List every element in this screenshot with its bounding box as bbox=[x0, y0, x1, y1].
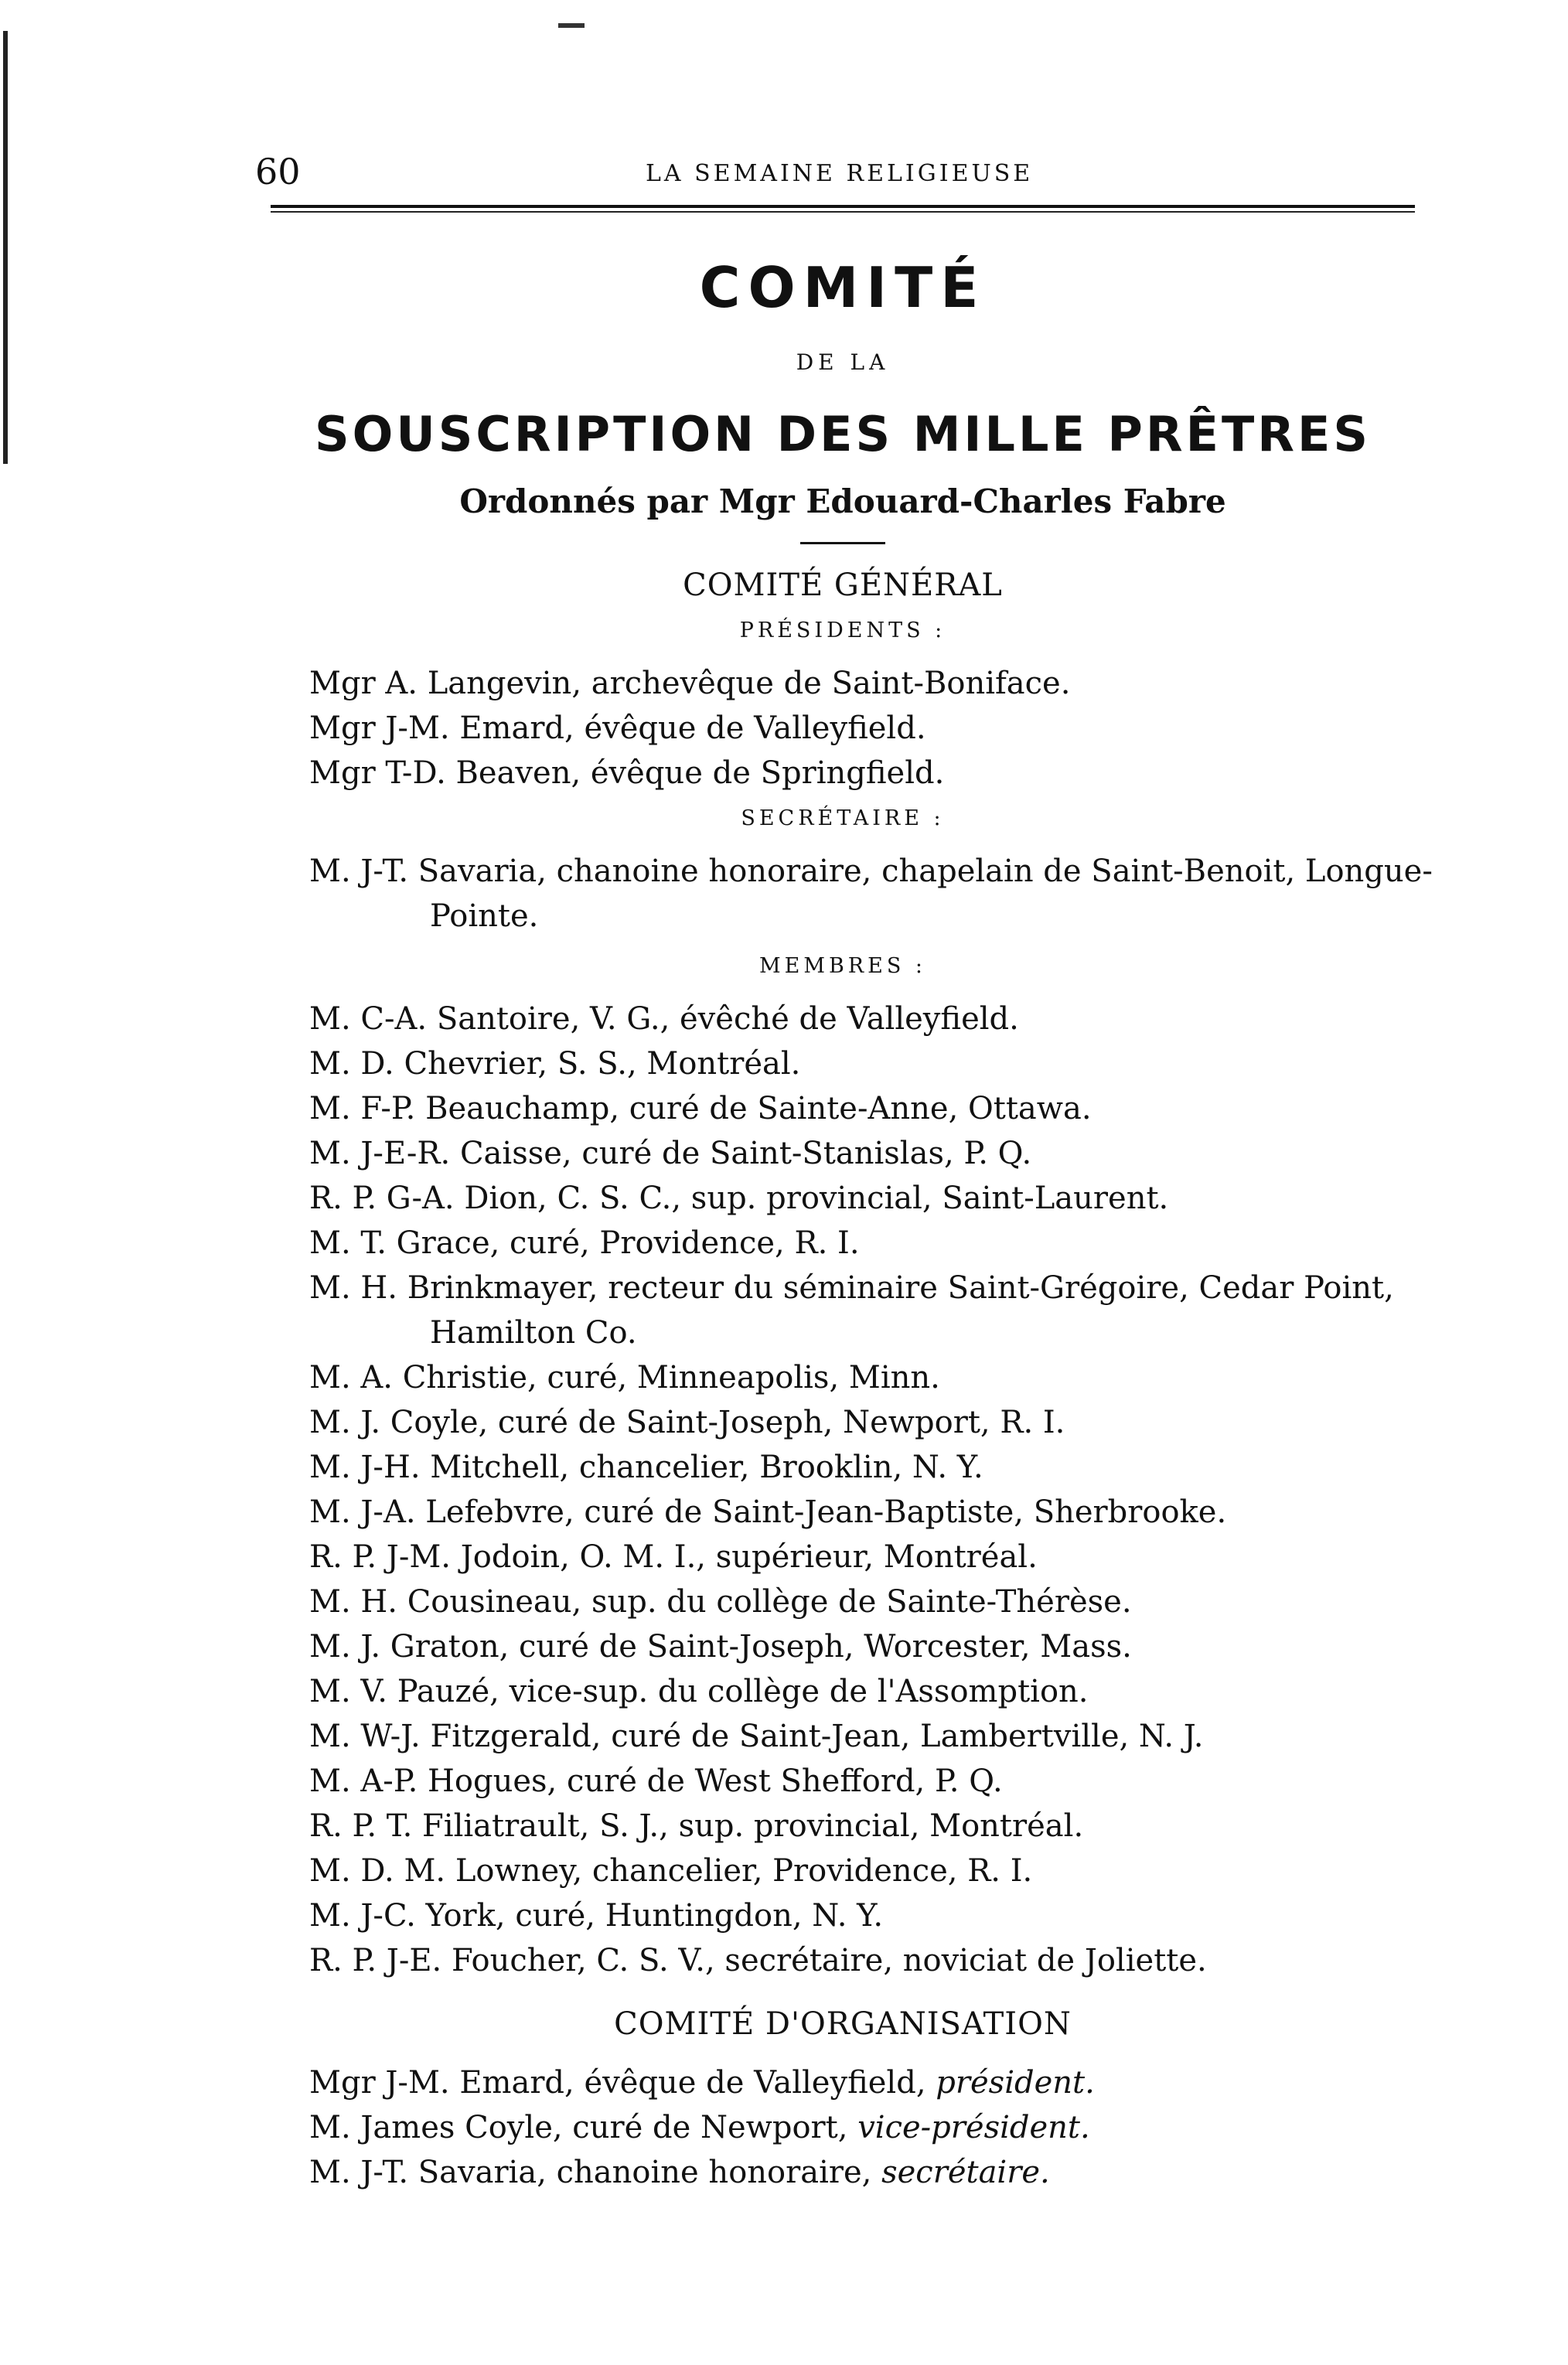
general-committee-heading: COMITÉ GÉNÉRAL bbox=[683, 567, 1003, 603]
page-edge-line bbox=[3, 31, 8, 464]
list-item: M. J. Graton, curé de Saint-Joseph, Worcester, Mass. bbox=[309, 1629, 1132, 1665]
list-item: M. H. Cousineau, sup. du collège de Sainte-Thérèse. bbox=[309, 1584, 1132, 1620]
header-rule bbox=[271, 205, 1415, 208]
page-edge-mark bbox=[558, 23, 585, 28]
member-text: Mgr J-M. Emard, évêque de Valleyfield, bbox=[309, 2065, 926, 2101]
title-connector: DE LA bbox=[796, 349, 890, 375]
header-rule-lower bbox=[271, 211, 1415, 213]
list-item: M. J-T. Savaria, chanoine honoraire, chapelain de Saint-Benoit, Longue-Pointe. bbox=[309, 854, 1433, 934]
member-role: vice-président. bbox=[857, 2110, 1090, 2145]
list-item: Mgr A. Langevin, archevêque de Saint-Boniface. bbox=[309, 666, 1071, 701]
list-item: M. A-P. Hogues, curé de West Shefford, P. Q. bbox=[309, 1764, 1003, 1799]
list-item: M. H. Brinkmayer, recteur du séminaire Saint-Grégoire, Cedar Point, Hamilton Co. bbox=[309, 1270, 1394, 1351]
member-text: M. J-T. Savaria, chanoine honoraire, bbox=[309, 2155, 872, 2190]
presidents-list bbox=[309, 661, 1430, 796]
running-title: LA SEMAINE RELIGIEUSE bbox=[646, 160, 1034, 187]
list-item: M. D. M. Lowney, chancelier, Providence, R. I. bbox=[309, 1853, 1033, 1889]
list-item: M. T. Grace, curé, Providence, R. I. bbox=[309, 1225, 860, 1261]
page-header bbox=[255, 151, 1430, 205]
section-divider bbox=[800, 542, 885, 544]
presidents-label: PRÉSIDENTS : bbox=[739, 619, 946, 642]
list-item: R. P. G-A. Dion, C. S. C., sup. provincial, Saint-Laurent. bbox=[309, 1181, 1169, 1216]
list-item bbox=[309, 2060, 1430, 2105]
list-item: M. C-A. Santoire, V. G., évêché de Valleyfield. bbox=[309, 1001, 1019, 1037]
list-item bbox=[309, 2150, 1430, 2195]
list-item: M. J-E-R. Caisse, curé de Saint-Stanislas, P. Q. bbox=[309, 1136, 1032, 1171]
list-item: M. J-A. Lefebvre, curé de Saint-Jean-Baptiste, Sherbrooke. bbox=[309, 1494, 1227, 1530]
list-item: M. V. Pauzé, vice-sup. du collège de l'Assomption. bbox=[309, 1674, 1089, 1709]
organising-committee-heading: COMITÉ D'ORGANISATION bbox=[614, 2006, 1072, 2042]
list-item: R. P. J-E. Foucher, C. S. V., secrétaire, noviciat de Joliette. bbox=[309, 1943, 1207, 1978]
members-label: MEMBRES : bbox=[758, 954, 927, 978]
list-item: M. J. Coyle, curé de Saint-Joseph, Newport, R. I. bbox=[309, 1405, 1065, 1440]
list-item: M. D. Chevrier, S. S., Montréal. bbox=[309, 1046, 801, 1082]
secretary-list bbox=[309, 849, 1433, 939]
list-item bbox=[309, 2105, 1430, 2150]
list-item: Mgr J-M. Emard, évêque de Valleyfield. bbox=[309, 711, 926, 746]
member-role: président. bbox=[936, 2065, 1095, 2101]
list-item: M. A. Christie, curé, Minneapolis, Minn. bbox=[309, 1360, 940, 1395]
list-item: R. P. J-M. Jodoin, O. M. I., supérieur, Montréal. bbox=[309, 1539, 1038, 1575]
ordained-by-line: Ordonnés par Mgr Edouard-Charles Fabre bbox=[459, 482, 1226, 520]
list-item: R. P. T. Filiatrault, S. J., sup. provincial, Montréal. bbox=[309, 1808, 1084, 1844]
list-item: M. J-C. York, curé, Huntingdon, N. Y. bbox=[309, 1898, 884, 1934]
member-role: secrétaire. bbox=[881, 2155, 1050, 2190]
list-item: M. J-H. Mitchell, chancelier, Brooklin, N. Y. bbox=[309, 1450, 983, 1485]
subscription-title: SOUSCRIPTION DES MILLE PRÊTRES bbox=[315, 406, 1371, 462]
organising-list bbox=[309, 2060, 1430, 2195]
members-list bbox=[309, 997, 1430, 1983]
secretary-label: SECRÉTAIRE : bbox=[741, 806, 945, 830]
page-number: 60 bbox=[255, 151, 301, 193]
list-item: M. F-P. Beauchamp, curé de Sainte-Anne, Ottawa. bbox=[309, 1091, 1092, 1126]
list-item: M. W-J. Fitzgerald, curé de Saint-Jean, Lambertville, N. J. bbox=[309, 1719, 1204, 1754]
list-item: Mgr T-D. Beaven, évêque de Springfield. bbox=[309, 755, 945, 791]
main-title: COMITÉ bbox=[699, 255, 987, 320]
member-text: M. James Coyle, curé de Newport, bbox=[309, 2110, 848, 2145]
document-page bbox=[255, 151, 1433, 2195]
